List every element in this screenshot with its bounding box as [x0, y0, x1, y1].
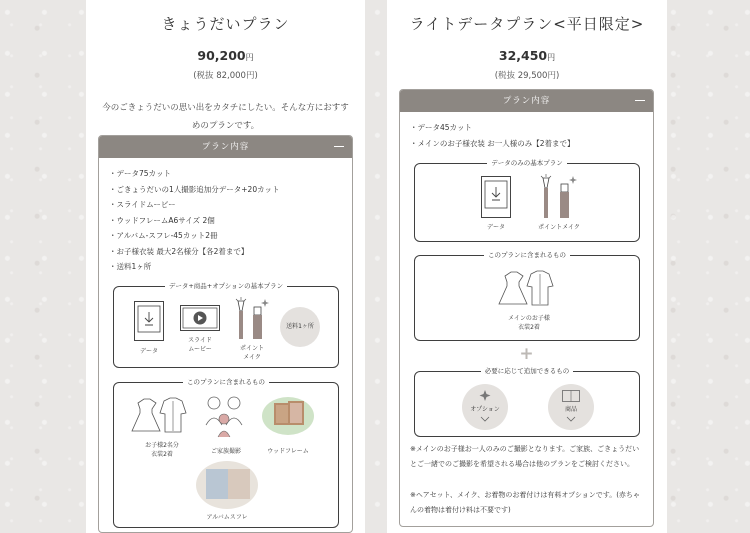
included-items-title: このプランに含まれるもの — [183, 378, 269, 386]
plan-item-list — [400, 112, 653, 151]
caption-option: オプション — [470, 406, 500, 413]
optional-items-title: 必要に応じて追加できるもの — [481, 367, 574, 375]
plan-price — [387, 48, 667, 63]
caption-shipping: 送料1ヶ所 — [286, 323, 314, 330]
goods-circle — [548, 384, 594, 430]
plan-description: 今のごきょうだいの思い出をカタチにしたい。そんな方におすすめのプランです。 — [102, 103, 349, 131]
included-items-box — [414, 251, 640, 341]
point-makeup-icon — [232, 297, 272, 341]
included-items-box — [113, 378, 339, 528]
caption-album: アルバムスフレ — [206, 514, 248, 521]
caption-wood-frame: ウッドフレーム — [267, 448, 309, 455]
accordion-header[interactable] — [400, 90, 653, 112]
sparkle-icon — [478, 390, 492, 402]
plan-contents-accordion — [399, 89, 654, 527]
plus-icon: + — [519, 344, 534, 364]
caption-point-makeup: ポイント メイク — [239, 345, 264, 361]
plan-title: きょうだいプラン — [161, 15, 290, 33]
point-makeup-icon — [537, 174, 581, 220]
price-value: 90,200 — [197, 48, 246, 63]
album-icon — [562, 390, 580, 402]
shipping-circle — [280, 307, 320, 347]
plan-price — [86, 48, 365, 63]
basic-plan-title: データ+商品+オプションの基本プラン — [165, 282, 287, 290]
list-item: ・データ75カット — [109, 169, 171, 178]
list-item: ・送料1ヶ所 — [109, 262, 152, 271]
caption-point-makeup: ポイントメイク — [538, 224, 580, 231]
caption-costume: お子様2名分 衣装2着 — [145, 442, 179, 458]
data-icon — [481, 176, 511, 218]
basic-plan-box — [113, 282, 339, 368]
list-item: ・メインのお子様衣装 お一人様のみ【2着まで】 — [410, 138, 575, 148]
caption-goods: 商品 — [564, 406, 577, 413]
note-main-child-only: ※メインのお子様お一人のみのご撮影となります。ご家族、ごきょうだいとご一緒でのご撮影を希望される場合は他のプランをご検討ください。 — [410, 445, 640, 468]
wood-frame-photo — [262, 397, 314, 435]
plan-contents-accordion — [98, 135, 353, 533]
caption-data: データ — [139, 348, 158, 355]
costume-icon — [499, 270, 559, 310]
caption-costume: メインのお子様 衣装2着 — [508, 315, 550, 331]
plan-card-kyodai — [86, 0, 365, 533]
accordion-header[interactable] — [99, 136, 352, 158]
slide-movie-icon — [180, 305, 220, 331]
collapse-minus-icon[interactable] — [635, 100, 645, 101]
basic-plan-title: データのみの基本プラン — [487, 159, 567, 167]
plan-title: ライトデータプラン<平日限定> — [409, 15, 645, 33]
price-unit: 円 — [245, 53, 254, 62]
plan-card-light-data — [387, 0, 667, 533]
price-value: 32,450 — [498, 48, 548, 63]
caption-slide-movie: スライド ムービー — [188, 337, 212, 353]
plan-item-list — [99, 158, 352, 275]
chevron-down-icon — [481, 417, 489, 422]
data-icon — [134, 301, 164, 341]
caption-data: データ — [486, 224, 505, 231]
tax-excluded-price: (税抜 29,500円) — [494, 71, 560, 81]
album-souffle-photo — [196, 461, 258, 509]
option-circle — [462, 384, 508, 430]
list-item: ・お子様衣装 最大2名様分【各2着まで】 — [109, 246, 249, 256]
collapse-minus-icon[interactable] — [334, 146, 344, 147]
list-item: ・ウッドフレームA6サイズ 2個 — [109, 215, 215, 225]
tax-excluded-price: (税抜 82,000円) — [193, 71, 258, 81]
basic-plan-box — [414, 159, 640, 242]
list-item: ・アルバム-スフレ-45カット2冊 — [109, 231, 218, 240]
optional-items-box — [414, 367, 640, 437]
chevron-down-icon — [567, 417, 575, 422]
list-item: ・スライドムービー — [109, 200, 176, 209]
price-unit: 円 — [547, 53, 556, 62]
costume-icon — [132, 397, 192, 437]
family-photo-icon — [204, 395, 248, 439]
caption-family-photo: ご家族撮影 — [210, 448, 241, 455]
included-items-title: このプランに含まれるもの — [484, 251, 570, 259]
list-item: ・ごきょうだいの1人撮影追加分データ+20カット — [109, 184, 280, 194]
list-item: ・データ45カット — [410, 123, 472, 132]
note-paid-options: ※ヘアセット、メイク、お着物のお着付けは有料オプションです。(赤ちゃんの着物は着付け料は不要です) — [410, 491, 640, 514]
accordion-label: プラン内容 — [502, 96, 551, 106]
accordion-label: プラン内容 — [201, 142, 250, 152]
